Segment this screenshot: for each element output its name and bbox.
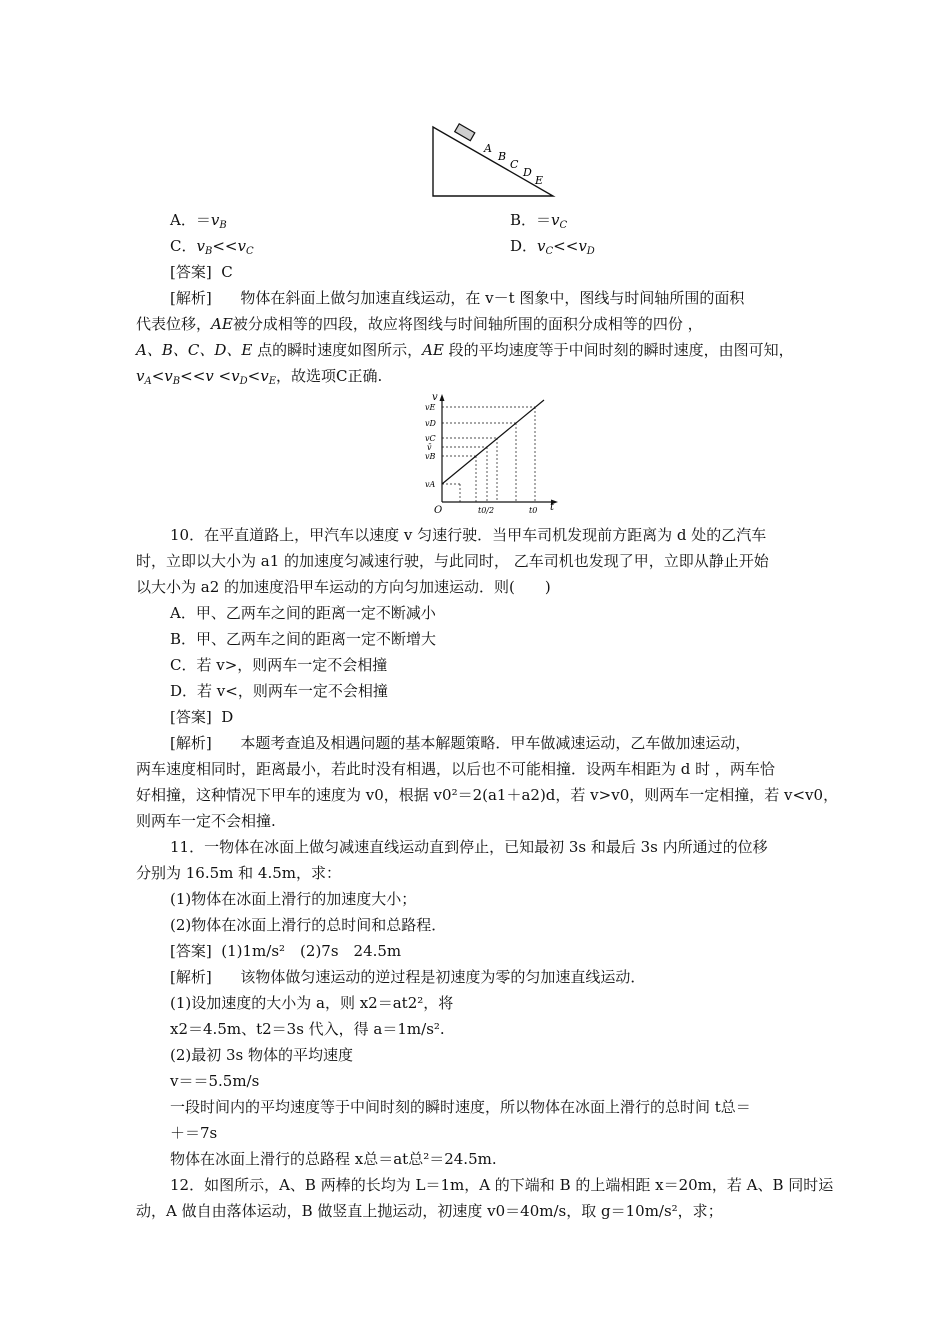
q10-analysis-l4: 则两车一定不会相撞.: [136, 812, 276, 830]
vt-label-ve: vE: [425, 403, 436, 412]
q9-option-b: B．$=v_C$: [510, 211, 568, 231]
q9-option-c: C．$v_B<<v_C$: [170, 237, 254, 257]
q9-option-a: A．$=v_B$: [170, 211, 227, 231]
incline-figure: [428, 122, 568, 202]
incline-point-e: E: [535, 174, 544, 187]
q11-stem-l2: 分别为 16.5m 和 4.5m，求：: [136, 864, 342, 882]
q11-analysis-l7: ＋＝7s: [170, 1124, 218, 1142]
q9-analysis-l3: A、B、C、D、E 点的瞬时速度如图所示，AE 段的平均速度等于中间时刻的瞬时速度，由图可知，: [136, 341, 794, 359]
vt-label-vb: vB: [425, 452, 436, 461]
incline-point-d: D: [523, 166, 532, 179]
q10-analysis-l2: 两车速度相同时，距离最小，若此时没有相遇，以后也不可能相撞．设两车相距为 d 时 ，两车恰: [136, 760, 775, 778]
vt-label-vavg: v̄: [427, 443, 432, 452]
vt-origin-label: O: [434, 505, 443, 516]
q10-stem-l1: 10．在平直道路上，甲汽车以速度 v 匀速行驶．当甲车司机发现前方距离为 d 处的乙汽车: [170, 526, 767, 544]
q9-answer: [答案] C: [170, 263, 233, 281]
q11-analysis-l5: v＝＝5.5m/s: [170, 1072, 260, 1090]
vt-label-t0: t0: [529, 506, 538, 515]
vt-graph: [422, 392, 562, 520]
incline-point-a: A: [484, 142, 492, 155]
q9-option-d: D．$v_C<<v_D$: [510, 237, 595, 257]
q11-analysis-l3: x2＝4.5m、t2＝3s 代入，得 a＝1m/s².: [170, 1020, 445, 1038]
q10-option-d: D．若 v<，则两车一定不会相撞: [170, 682, 388, 700]
q11-answer: [答案] (1)1m/s² (2)7s 24.5m: [170, 942, 402, 960]
q11-sub1: (1)物体在冰面上滑行的加速度大小；: [170, 890, 417, 908]
q11-analysis-l4: (2)最初 3s 物体的平均速度: [170, 1046, 354, 1064]
q10-analysis-l3: 好相撞，这种情况下甲车的速度为 v0，根据 v0²＝2(a1＋a2)d，若 v>v0，则两车一定相撞，若 v<v0，: [136, 786, 839, 804]
q11-stem-l1: 11．一物体在冰面上做匀减速直线运动直到停止，已知最初 3s 和最后 3s 内所通过的位移: [170, 838, 768, 856]
q10-stem-l2: 时，立即以大小为 a1 的加速度匀减速行驶，与此同时， 乙车司机也发现了甲，立即从静止开始: [136, 552, 769, 570]
incline-block: [455, 124, 475, 141]
q9-analysis-l2: 代表位移，AE被分成相等的四段，故应将图线与时间轴所围的面积分成相等的四份 ，: [136, 315, 703, 333]
q11-analysis-l2: (1)设加速度的大小为 a，则 x2＝at2²，将: [170, 994, 454, 1012]
q10-analysis-l1: [解析] 本题考查追及相遇问题的基本解题策略．甲车做减速运动，乙车做加速运动，: [170, 734, 751, 752]
q10-answer: [答案] D: [170, 708, 234, 726]
vt-velocity-line: [442, 400, 544, 484]
q10-stem-l3: 以大小为 a2 的加速度沿甲车运动的方向匀加速运动．则( ): [136, 578, 551, 596]
vt-label-t0-half: t0/2: [478, 506, 495, 515]
vt-axis-v-label: v: [432, 392, 438, 403]
vt-label-va: vA: [425, 480, 436, 489]
q11-analysis-l8: 物体在冰面上滑行的总路程 x总＝at总²＝24.5m.: [170, 1150, 497, 1168]
q10-option-a: A．甲、乙两车之间的距离一定不断减小: [170, 604, 436, 622]
q11-sub2: (2)物体在冰面上滑行的总时间和总路程．: [170, 916, 447, 934]
vt-label-vc: vC: [425, 434, 436, 443]
q12-stem-l2: 动，A 做自由落体运动，B 做竖直上抛运动，初速度 v0＝40m/s，取 g＝10m/s²，求；: [136, 1202, 723, 1220]
incline-point-b: B: [498, 150, 507, 163]
q9-analysis-l4: $v_A<v_B<<v <v_D<v_E$，故选项C正确.: [136, 367, 383, 387]
q11-analysis-l1: [解析] 该物体做匀速运动的逆过程是初速度为零的匀加速直线运动．: [170, 968, 646, 986]
q9-analysis-l1: [解析] 物体在斜面上做匀加速直线运动，在 v－t 图象中，图线与时间轴所围的面积: [170, 289, 745, 307]
incline-point-c: C: [510, 158, 519, 171]
vt-axis-t-label: t: [550, 502, 555, 513]
q11-analysis-l6: 一段时间内的平均速度等于中间时刻的瞬时速度，所以物体在冰面上滑行的总时间 t总＝: [170, 1098, 751, 1116]
vt-label-vd: vD: [425, 419, 436, 428]
q10-option-c: C．若 v>，则两车一定不会相撞: [170, 656, 388, 674]
q10-option-b: B．甲、乙两车之间的距离一定不断增大: [170, 630, 437, 648]
q12-stem-l1: 12．如图所示，A、B 两棒的长均为 L＝1m，A 的下端和 B 的上端相距 x＝20m，若 A、B 同时运: [170, 1176, 834, 1194]
